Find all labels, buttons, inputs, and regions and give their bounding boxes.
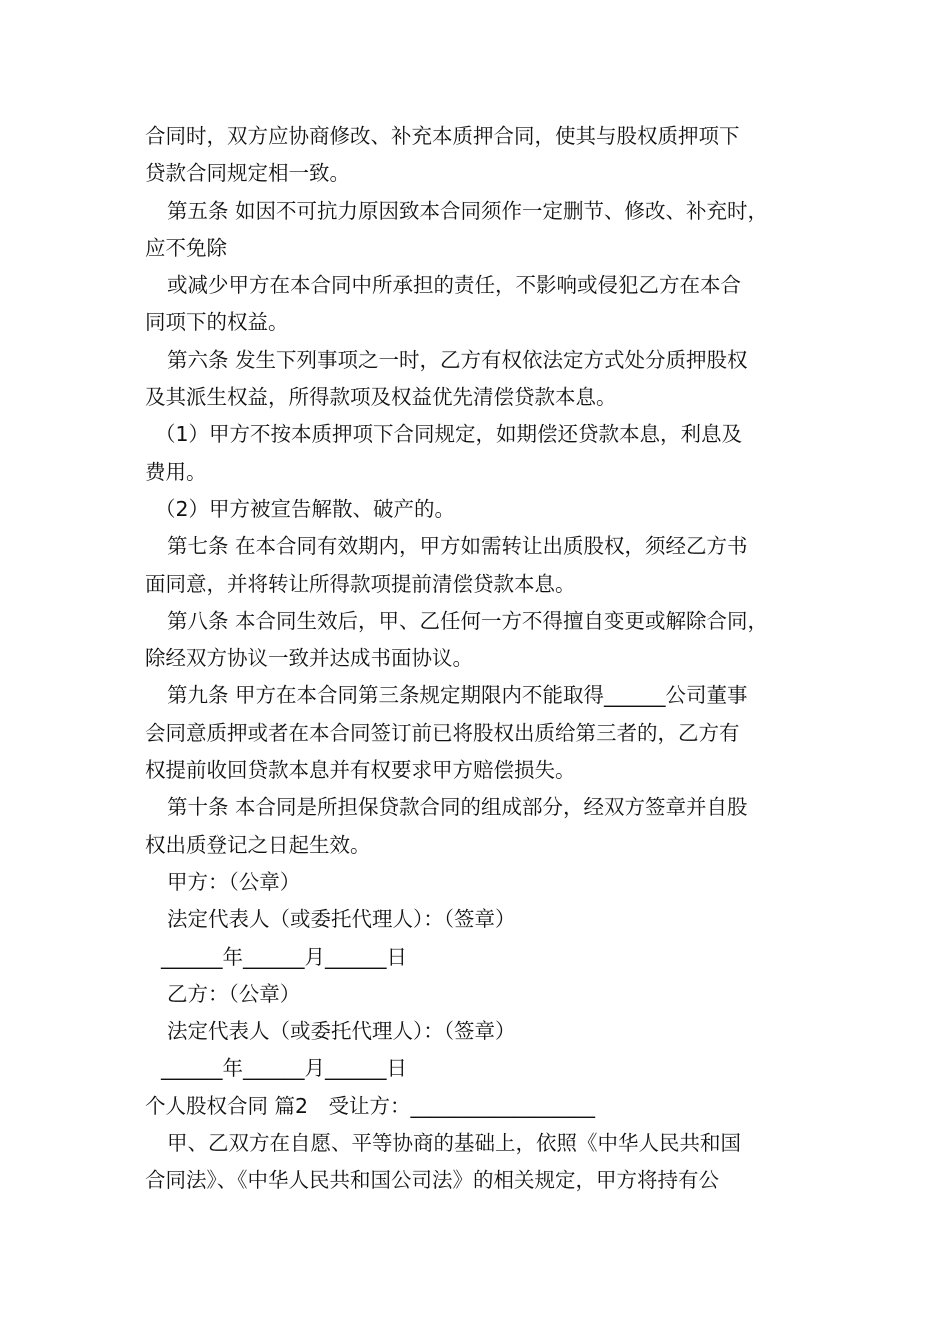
article-6-line: 第六条 发生下列事项之一时，乙方有权依法定方式处分质押股权: [167, 347, 748, 372]
text-line: 面同意，并将转让所得款项提前清偿贷款本息。: [145, 571, 576, 596]
text-line: 除经双方协议一致并达成书面协议。: [145, 646, 473, 671]
text-line: 费用。: [145, 459, 207, 484]
text-line: 合同法》、《中华人民共和国公司法》的相关规定，甲方将持有公: [145, 1168, 719, 1193]
text-line: 及其派生权益，所得款项及权益优先清偿贷款本息。: [145, 385, 617, 410]
text-line: 或减少甲方在本合同中所承担的责任，不影响或侵犯乙方在本合: [167, 273, 741, 298]
party-a-date: ______年______月______日: [161, 944, 407, 969]
article-10-line: 第十条 本合同是所担保贷款合同的组成部分，经双方签章并自股: [167, 795, 748, 820]
text-line: 权出质登记之日起生效。: [145, 832, 371, 857]
article-5-line: 第五条 如因不可抗力原因致本合同须作一定删节、修改、补充时，: [167, 198, 769, 223]
article-8-line: 第八条 本合同生效后，甲、乙任何一方不得擅自变更或解除合同，: [167, 608, 769, 633]
text-line: 会同意质押或者在本合同签订前已将股权出质给第三者的，乙方有: [145, 720, 740, 745]
text-line: 同项下的权益。: [145, 310, 289, 335]
text-line: 贷款合同规定相一致。: [145, 161, 350, 186]
section-heading: 个人股权合同 篇2 受让方：__________________: [145, 1093, 596, 1118]
article-7-line: 第七条 在本合同有效期内，甲方如需转让出质股权，须经乙方书: [167, 534, 748, 559]
party-b-representative: 法定代表人（或委托代理人）：（签章）: [167, 1019, 516, 1044]
text-line: 应不免除: [145, 235, 227, 260]
clause-2-line: （2）甲方被宣告解散、破产的。: [155, 496, 456, 521]
clause-1-line: （1）甲方不按本质押项下合同规定，如期偿还贷款本息，利息及: [155, 422, 743, 447]
party-b-seal: 乙方：（公章）: [167, 981, 301, 1006]
party-a-seal: 甲方：（公章）: [167, 869, 301, 894]
text-line: 权提前收回贷款本息并有权要求甲方赔偿损失。: [145, 758, 576, 783]
party-b-date: ______年______月______日: [161, 1056, 407, 1081]
document-body: [145, 118, 810, 1200]
party-a-representative: 法定代表人（或委托代理人）：（签章）: [167, 907, 516, 932]
text-line: 甲、乙双方在自愿、平等协商的基础上，依照《中华人民共和国: [167, 1131, 741, 1156]
text-line: 合同时，双方应协商修改、补充本质押合同，使其与股权质押项下: [145, 124, 740, 148]
article-9-line: 第九条 甲方在本合同第三条规定期限内不能取得______公司董事: [167, 683, 748, 708]
